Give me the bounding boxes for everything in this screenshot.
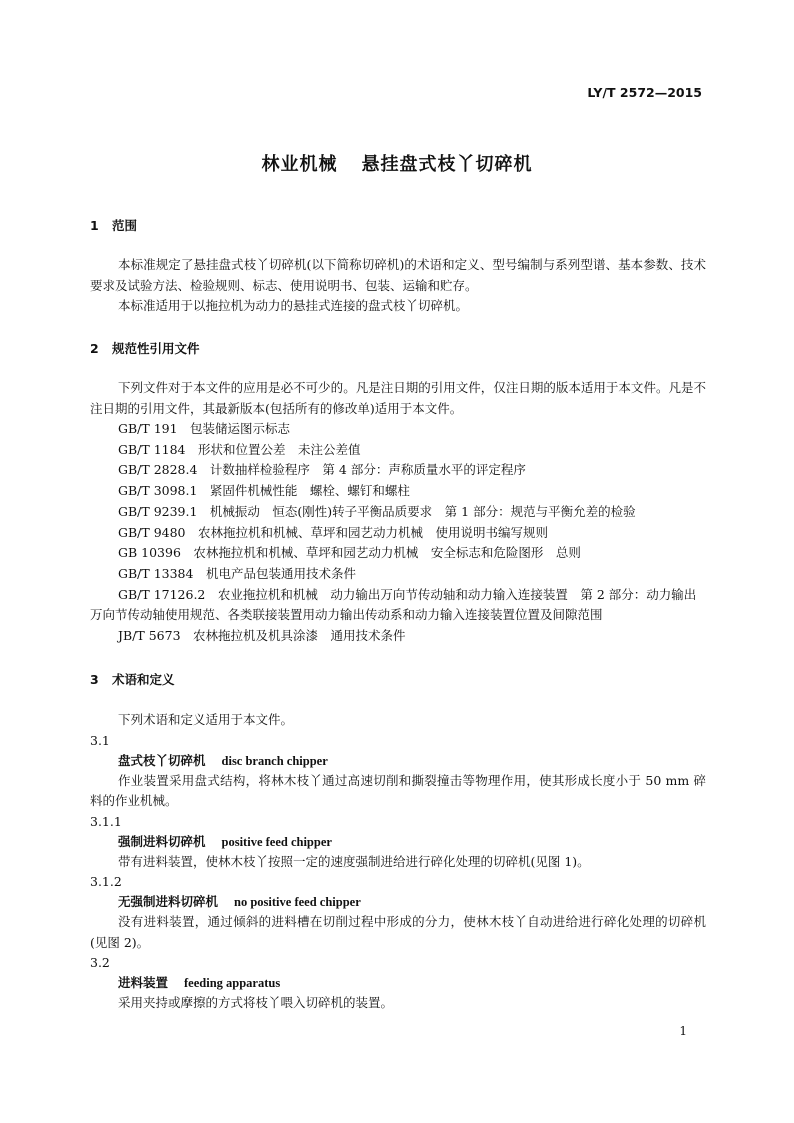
- term-zh: 强制进料切碎机: [118, 833, 206, 849]
- section-number: 2: [90, 341, 99, 356]
- reference-item: GB/T 1184 形状和位置公差 未注公差值: [118, 441, 361, 457]
- term-number: 3.1: [90, 732, 110, 748]
- title-part-2: 悬挂盘式枝丫切碎机: [361, 154, 533, 175]
- paragraph: 下列文件对于本文件的应用是必不可少的。凡是注日期的引用文件，仅注日期的版本适用于本文件。凡是不注日期的引用文件，其最新版本(包括所有的修改单)适用于本文件。: [90, 380, 706, 416]
- term-heading: [90, 751, 706, 771]
- term-en: feeding apparatus: [184, 976, 281, 990]
- term-en: positive feed chipper: [221, 834, 332, 849]
- term-number: 3.2: [90, 955, 110, 970]
- term-en: disc branch chipper: [221, 753, 328, 768]
- term-number: 3.1.2: [90, 874, 122, 889]
- standard-number: LY/T 2572—2015: [587, 85, 702, 100]
- reference-item: GB/T 3098.1 紧固件机械性能 螺栓、螺钉和螺柱: [118, 483, 410, 499]
- section-title: 范围: [112, 218, 138, 233]
- term-en: no positive feed chipper: [234, 895, 361, 909]
- section-number: 1: [90, 218, 99, 233]
- section-1-heading: [90, 216, 706, 234]
- paragraph: 本标准规定了悬挂盘式枝丫切碎机(以下简称切碎机)的术语和定义、型号编制与系列型谱、基本参数、技术要求及试验方法、检验规则、标志、使用说明书、包装、运输和贮存。: [90, 257, 706, 293]
- term-zh: 进料装置: [118, 975, 169, 990]
- term-definition: 采用夹持或摩擦的方式将枝丫喂入切碎机的装置。: [118, 995, 394, 1010]
- term-definition: 带有进料装置，使林木枝丫按照一定的速度强制进给进行碎化处理的切碎机(见图 1)。: [118, 853, 590, 869]
- title-part-1: 林业机械: [261, 154, 338, 175]
- section-title: 术语和定义: [112, 672, 175, 687]
- paragraph: 下列术语和定义适用于本文件。: [118, 712, 294, 727]
- section-number: 3: [90, 672, 99, 687]
- term-heading: [90, 892, 706, 912]
- paragraph: 本标准适用于以拖拉机为动力的悬挂式连接的盘式枝丫切碎机。: [118, 298, 469, 313]
- term-zh: 盘式枝丫切碎机: [118, 752, 206, 768]
- reference-item: GB 10396 农林拖拉机和机械、草坪和园艺动力机械 安全标志和危险图形 总则: [118, 545, 581, 561]
- term-definition: 作业装置采用盘式结构，将林木枝丫通过高速切削和撕裂撞击等物理作用，使其形成长度小于 50 mm 碎料的作业机械。: [90, 772, 706, 808]
- reference-item: JB/T 5673 农林拖拉机及机具涂漆 通用技术条件: [118, 628, 406, 644]
- reference-item: GB/T 13384 机电产品包装通用技术条件: [118, 565, 356, 581]
- reference-item: GB/T 9239.1 机械振动 恒态(刚性)转子平衡品质要求 第 1 部分：规范与平衡允差的检验: [118, 503, 636, 519]
- reference-item: GB/T 2828.4 计数抽样检验程序 第 4 部分：声称质量水平的评定程序: [118, 462, 526, 478]
- section-title: 规范性引用文件: [112, 341, 200, 356]
- reference-item: GB/T 17126.2 农业拖拉机和机械 动力输出万向节传动轴和动力输入连接装置 第 2 部分：动力输出万向节传动轴使用规范、各类联接装置用动力输出传动系和动力输入连接装置位置及间隙范围: [90, 586, 697, 623]
- section-2-heading: [90, 339, 706, 357]
- term-heading: [90, 832, 706, 852]
- term-zh: 无强制进料切碎机: [118, 894, 219, 909]
- section-2-body: [90, 378, 706, 647]
- term-number: 3.1.1: [90, 813, 122, 829]
- reference-item: GB/T 191 包装储运图示标志: [118, 421, 291, 436]
- section-3-heading: [90, 670, 706, 688]
- section-3-body: [90, 710, 706, 1014]
- document-title: [0, 150, 794, 176]
- term-definition: 没有进料装置，通过倾斜的进料槽在切削过程中形成的分力，使林木枝丫自动进给进行碎化处理的切碎机(见图 2)。: [90, 914, 706, 950]
- section-1-body: [90, 255, 706, 317]
- term-heading: [90, 973, 706, 993]
- page-number: 1: [679, 1024, 687, 1038]
- reference-item: GB/T 9480 农林拖拉机和机械、草坪和园艺动力机械 使用说明书编写规则: [118, 524, 549, 540]
